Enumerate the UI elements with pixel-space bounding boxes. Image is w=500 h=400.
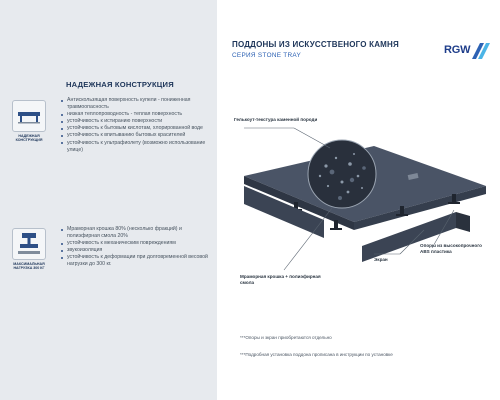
- list-item: Мраморная крошка 80% (несколько фракций) и полиэфирная смола 20%: [60, 226, 210, 240]
- list-item: низкая теплопроводность - теплая поверхность: [60, 111, 210, 118]
- list-item: устойчивость к механическим повреждениям: [60, 240, 210, 247]
- construction-caption: НАДЕЖНАЯ КОНСТРУКЦИЯ: [15, 134, 43, 142]
- weight-press-icon: [12, 228, 46, 260]
- tray-diagram: [224, 98, 494, 308]
- note-installation: ***Подробная установка поддона прописана в инструкции по установке: [240, 352, 393, 357]
- load-badge: [12, 228, 46, 270]
- series-subtitle: СЕРИЯ STONE TRAY: [232, 52, 302, 59]
- logo-wordmark: RGW: [444, 44, 471, 56]
- gelcoat-label: Гелькоут-текстура каменной породи: [234, 117, 318, 122]
- load-caption: МАКСИМАЛЬНАЯ НАГРУЗКА 300 КГ: [13, 262, 45, 270]
- list-item: звукоизоляция: [60, 247, 210, 254]
- supports-label: Опоры из высокопрочного ABS пластика: [420, 243, 482, 254]
- list-item: устойчивость к истиранию поверхности: [60, 118, 210, 125]
- list-item: устойчивость к ультрафиолету (возможно использование улице): [60, 140, 210, 154]
- features-panel: [0, 0, 217, 400]
- marble-label: Мраморная крошка + полиэфирная смола: [240, 274, 321, 285]
- brand-logo: [444, 36, 492, 66]
- list-item: устойчивость к впитыванию бытовых красителей: [60, 132, 210, 139]
- list-item: Антискользящая поверхность купели - пониженная травмоопасность: [60, 97, 210, 111]
- note-accessories: ***Опоры и экран приобретаются отдельно: [240, 335, 332, 340]
- page-title: ПОДДОНЫ ИЗ ИСКУССТВЕНОГО КАМНЯ: [232, 40, 399, 49]
- features-list-surface: [60, 97, 210, 154]
- section-title: НАДЕЖНАЯ КОНСТРУКЦИЯ: [66, 80, 174, 89]
- screen-label: Экран: [374, 257, 388, 262]
- list-item: устойчивость к бытовым кислотам, хлорированной воде: [60, 125, 210, 132]
- logo-mark-icon: [470, 41, 492, 61]
- features-list-material: [60, 226, 210, 269]
- construction-badge: [12, 100, 46, 142]
- list-item: устойчивость к деформации при долговременной весовой нагрузки до 300 кг.: [60, 254, 210, 268]
- shelf-icon: [12, 100, 46, 132]
